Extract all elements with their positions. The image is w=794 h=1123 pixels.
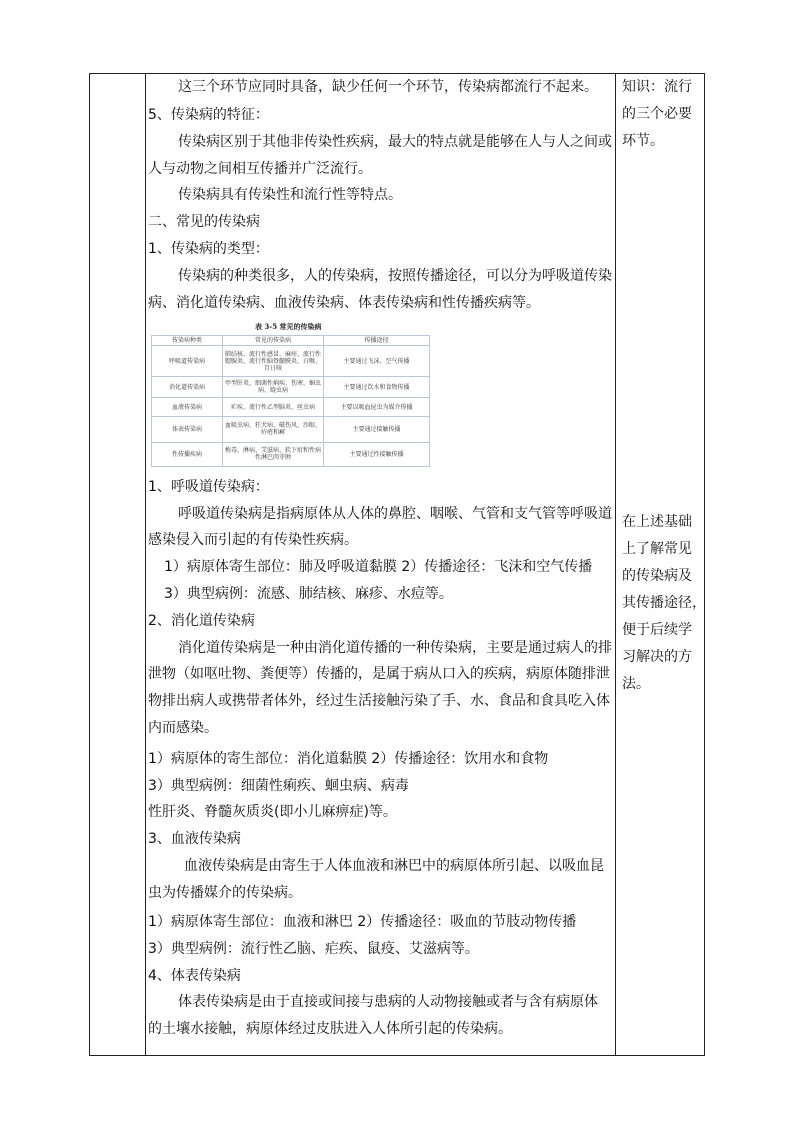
table-cell: 梅毒、淋病、艾滋病、软下疳和性病性淋巴肉芽肿 xyxy=(223,442,324,466)
section-heading: 5、传染病的特征： xyxy=(148,107,269,123)
table-row xyxy=(152,398,430,416)
section-heading: 1、传染病的类型： xyxy=(148,241,269,257)
text-line: 体表传染病是由于直接或间接与患病的人动物接触或者与含有病原体 xyxy=(178,994,598,1010)
note-line: 环节。 xyxy=(622,133,664,149)
table-cell: 主要通过接触传播 xyxy=(324,416,430,442)
note-line: 知识：流行 xyxy=(622,79,692,95)
note-line: 习解决的方 xyxy=(622,649,692,665)
column-divider-left xyxy=(145,74,146,1055)
table-header-row xyxy=(152,336,430,346)
table-caption: 表 3-5 常见的传染病 xyxy=(255,322,322,331)
table-cell: 甲型肝炎、细菌性痢疾、伤寒、蛔虫病、蛲虫病 xyxy=(223,377,324,398)
text-line: 3）典型病例：细菌性痢疾、蛔虫病、病毒 xyxy=(148,778,409,794)
table-row xyxy=(152,346,430,377)
text-line: 病、消化道传染病、血液传染病、体表传染病和性传播疾病等。 xyxy=(148,295,540,311)
table-cell: 性传播疾病 xyxy=(152,442,223,466)
table-cell: 呼吸道传染病 xyxy=(152,346,223,377)
table-header-cell: 传染病种类 xyxy=(152,336,223,346)
note-line: 其传播途径， xyxy=(622,595,706,611)
text-line: 1）病原体的寄生部位：消化道黏膜 2）传播途径：饮用水和食物 xyxy=(148,751,549,767)
text-line: 虫为传播媒介的传染病。 xyxy=(148,885,302,901)
text-line: 3）典型病例：流感、肺结核、麻疹、水痘等。 xyxy=(164,586,453,602)
text-line: 的土壤水接触，病原体经过皮肤进入人体所引起的传染病。 xyxy=(148,1021,512,1037)
table-cell: 体表传染病 xyxy=(152,416,223,442)
text-line: 1）病原体寄生部位：血液和淋巴 2）传播途径：吸血的节肢动物传播 xyxy=(148,914,577,930)
note-line: 便于后续学 xyxy=(622,622,692,638)
note-line: 的三个必要 xyxy=(622,106,692,122)
section-heading: 4、体表传染病 xyxy=(148,968,241,984)
text-line: 内而感染。 xyxy=(148,720,218,736)
text-line: 泄物（如呕吐物、粪便等）传播的，是属于病从口入的疾病，病原体随排泄 xyxy=(148,666,610,682)
note-line: 的传染病及 xyxy=(622,568,692,584)
table-cell: 主要通过飞沫、空气传播 xyxy=(324,346,430,377)
table-cell: 消化道传染病 xyxy=(152,377,223,398)
table-cell: 血液传染病 xyxy=(152,398,223,416)
text-line: 感染侵入而引起的有传染性疾病。 xyxy=(148,532,358,548)
section-heading: 二、常见的传染病 xyxy=(148,214,260,230)
table-cell: 肺结核、流行性感冒、麻疹、流行性腮腺炎、流行性脑脊髓膜炎、白喉、百日咳 xyxy=(223,346,324,377)
note-line: 上了解常见 xyxy=(622,541,692,557)
table-cell: 主要通过饮水和食物传播 xyxy=(324,377,430,398)
text-line: 性肝炎、脊髓灰质炎(即小儿麻痹症)等。 xyxy=(148,804,397,820)
section-heading: 2、消化道传染病 xyxy=(148,613,255,629)
table-cell: 主要以吸血昆虫为媒介传播 xyxy=(324,398,430,416)
table-header-cell: 传播途径 xyxy=(324,336,430,346)
text-line: 1）病原体寄生部位：肺及呼吸道黏膜 2）传播途径：飞沫和空气传播 xyxy=(164,559,593,575)
text-line: 3）典型病例：流行性乙脑、疟疾、鼠疫、艾滋病等。 xyxy=(148,941,479,957)
table-row xyxy=(152,416,430,442)
note-line: 在上述基础 xyxy=(622,514,692,530)
table-row xyxy=(152,442,430,466)
text-line: 人与动物之间相互传播并广泛流行。 xyxy=(148,161,372,177)
disease-table xyxy=(151,335,430,467)
section-heading: 1、呼吸道传染病： xyxy=(148,479,269,495)
text-line: 传染病区别于其他非传染性疾病，最大的特点就是能够在人与人之间或 xyxy=(178,134,612,150)
text-line: 物排出病人或携带者体外，经过生活接触污染了手、水、食品和食具吃入体 xyxy=(148,693,610,709)
text-line: 这三个环节应同时具备，缺少任何一个环节，传染病都流行不起来。 xyxy=(178,79,598,95)
table-cell: 血吸虫病、狂犬病、破伤风、沙眼、疥疮和癣 xyxy=(223,416,324,442)
column-divider-right xyxy=(615,74,616,1055)
text-line: 血液传染病是由寄生于人体血液和淋巴中的病原体所引起、以吸血昆 xyxy=(184,858,604,874)
section-heading: 3、血液传染病 xyxy=(148,831,241,847)
table-row xyxy=(152,377,430,398)
text-line: 传染病具有传染性和流行性等特点。 xyxy=(178,187,402,203)
note-line: 法。 xyxy=(622,676,650,692)
text-line: 呼吸道传染病是指病原体从人体的鼻腔、咽喉、气管和支气管等呼吸道 xyxy=(178,506,612,522)
text-line: 消化道传染病是一种由消化道传播的一种传染病，主要是通过病人的排 xyxy=(178,640,612,656)
table-header-cell: 常见的传染病 xyxy=(223,336,324,346)
text-line: 传染病的种类很多，人的传染病，按照传播途径，可以分为呼吸道传染 xyxy=(178,268,612,284)
table-cell: 主要通过性接触传播 xyxy=(324,442,430,466)
table-cell: 疟疾、流行性乙型脑炎、丝虫病 xyxy=(223,398,324,416)
